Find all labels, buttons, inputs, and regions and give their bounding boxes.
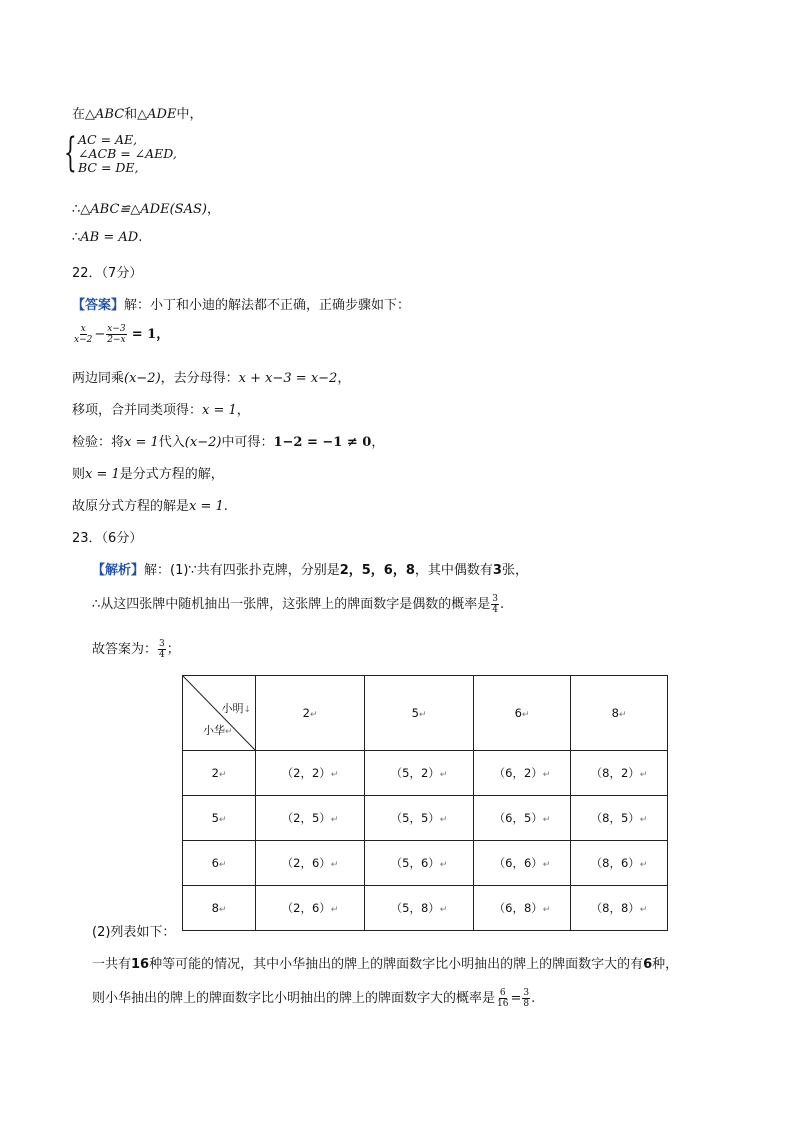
intro-line [72, 103, 203, 122]
cell-text: （5，5） [390, 811, 440, 825]
table-row [183, 796, 668, 841]
congruent-end: ， [206, 202, 220, 217]
c2-fraction-1 [496, 988, 509, 1009]
fraction-1 [73, 324, 93, 345]
table-cell [474, 841, 571, 886]
c1-b: 种等可能的情况，其中小华抽出的牌上的牌面数字比小明抽出的牌上的牌面数字大的有 [149, 957, 644, 972]
return-mark: ↵ [542, 905, 551, 915]
system-brace: { [64, 130, 77, 176]
return-mark: ↵ [439, 770, 448, 780]
column-header-text: 5 [411, 706, 419, 720]
p3-fraction [158, 639, 166, 660]
q23-p2 [92, 593, 504, 615]
q23-conclusion-1 [92, 953, 678, 972]
ab-ad-end: . [138, 230, 143, 245]
return-mark: ↵ [330, 770, 339, 780]
q22-answer-line [72, 294, 410, 313]
p2-end: . [500, 597, 505, 612]
column-header-text: 2 [302, 706, 310, 720]
c2-end: . [531, 991, 536, 1006]
column-header-text: 8 [611, 706, 619, 720]
table-cell [365, 796, 474, 841]
outcome-table [182, 675, 668, 931]
return-mark: ↵ [639, 905, 648, 915]
q22-step2 [72, 399, 250, 418]
answer-tag: 【答案】 [72, 298, 125, 313]
cell-text: （2，2） [281, 766, 331, 780]
table-row [183, 886, 668, 931]
intro-prefix: 在 [72, 107, 86, 122]
return-mark: ↵ [639, 770, 648, 780]
return-mark: ↵ [639, 860, 648, 870]
therefore-symbol: ∴ [72, 230, 81, 245]
frac2-num: x−3 [107, 324, 126, 334]
step3-x: x = 1 [124, 435, 159, 450]
row-header [183, 751, 256, 796]
cell-text: （8，6） [590, 856, 640, 870]
row-header-text: 8 [211, 901, 219, 915]
row-header [183, 841, 256, 886]
c1-count: 6 [643, 957, 653, 972]
c1-total: 16 [131, 957, 150, 972]
table-cell [571, 796, 668, 841]
p3-den: 4 [159, 650, 165, 660]
p1-nums: 2，5，6，8 [339, 563, 415, 578]
part2-label: (2)列表如下： [92, 925, 176, 940]
q22-heading: 22．（7分） [72, 266, 143, 281]
column-header-text: 6 [514, 706, 522, 720]
down-mark: ↓ [243, 705, 251, 715]
p1-b: ，其中偶数有 [414, 563, 493, 578]
return-mark: ↵ [542, 815, 551, 825]
step3-mid2: 中可得： [221, 435, 274, 450]
step3-text: 检验：将 [72, 435, 125, 450]
ab-ad-statement: AB = AD [80, 230, 139, 245]
cell-text: （8，5） [590, 811, 640, 825]
frac1-num: x [80, 324, 86, 334]
system-line-3: BC = DE, [78, 160, 139, 175]
return-mark: ↵ [330, 860, 339, 870]
row-header-text: 5 [211, 811, 219, 825]
p2-num: 3 [492, 594, 499, 604]
step2-text: 移项，合并同类项得： [72, 403, 203, 418]
table-cell [571, 841, 668, 886]
step5-text: 故原分式方程的解是 [72, 499, 190, 514]
return-mark: ↵ [439, 815, 448, 825]
step1-factor: (x−2) [124, 371, 161, 386]
step4-text: 是分式方程的解， [119, 467, 224, 482]
system-line-2: ∠ACB = ∠AED, [78, 146, 177, 161]
p2-a: ∴从这四张牌中随机抽出一张牌，这张牌上的牌面数字是偶数的概率是 [92, 597, 491, 612]
return-mark: ↵ [542, 860, 551, 870]
c2-equals: = [510, 991, 522, 1006]
return-mark: ↵ [618, 710, 627, 720]
ab-ad-line [72, 230, 142, 245]
step5-x: x = 1 [189, 499, 224, 514]
step5-end: . [223, 499, 228, 514]
intro-conj: 和 [124, 107, 138, 122]
equation-rhs: = 1， [131, 327, 170, 342]
p1-count: 3 [492, 563, 502, 578]
table-cell [365, 886, 474, 931]
step3-eq: 1−2 = −1 ≠ 0 [273, 435, 372, 450]
table-cell [365, 841, 474, 886]
c2-den2: 8 [523, 999, 530, 1009]
equation-system [78, 133, 177, 175]
q22-step5 [72, 495, 228, 514]
cell-text: （5，8） [390, 901, 440, 915]
q22-equation [72, 323, 169, 345]
column-header [365, 676, 474, 751]
q23-p3 [92, 638, 180, 660]
fraction-2 [106, 324, 126, 345]
return-mark: ↵ [218, 860, 227, 870]
p2-den: 4 [492, 605, 499, 615]
table-cell [571, 886, 668, 931]
column-header [474, 676, 571, 751]
cell-text: （6，8） [493, 901, 543, 915]
therefore-symbol: ∴ [72, 202, 81, 217]
cell-text: （6，6） [493, 856, 543, 870]
p3-end: ； [166, 642, 180, 657]
p1-a: 解：(1)∵共有四张扑克牌，分别是 [144, 563, 340, 578]
header-top-text: 小明 [221, 702, 244, 715]
row-header-text: 2 [211, 766, 219, 780]
cell-text: （6，5） [493, 811, 543, 825]
congruent-statement: △ABC≌△ADE(SAS) [80, 202, 207, 217]
return-mark: ↵ [330, 905, 339, 915]
cell-text: （5，6） [390, 856, 440, 870]
return-mark: ↵ [521, 710, 530, 720]
step1-mid: ，去分母得： [160, 371, 239, 386]
cell-text: （6，2） [493, 766, 543, 780]
c2-fraction-2 [522, 988, 530, 1009]
step3-end: ， [371, 435, 385, 450]
step4-pre: 则 [72, 467, 86, 482]
return-mark: ↵ [309, 710, 318, 720]
c2-num1: 6 [499, 988, 506, 998]
step2-eq: x = 1 [202, 403, 237, 418]
table-header-row [183, 676, 668, 751]
system-line-1: AC = AE, [78, 132, 138, 147]
answer-text: 解：小丁和小迪的解法都不正确，正确步骤如下： [124, 298, 411, 313]
frac1-den: x−2 [74, 335, 93, 345]
return-mark: ↵ [639, 815, 648, 825]
q23-conclusion-2 [92, 987, 535, 1009]
cell-text: （8，2） [590, 766, 640, 780]
p2-fraction [491, 594, 499, 615]
return-mark: ↵ [418, 710, 427, 720]
triangle-abc: △ABC [85, 107, 125, 122]
return-mark: ↵ [330, 815, 339, 825]
table-cell [474, 796, 571, 841]
q22-step4 [72, 463, 224, 482]
return-mark: ↵ [218, 770, 227, 780]
table-corner-cell [183, 676, 256, 751]
minus-sign: − [94, 327, 106, 342]
intro-suffix: 中， [176, 107, 203, 122]
frac2-den: 2−x [107, 335, 126, 345]
return-mark: ↵ [439, 860, 448, 870]
table-row [183, 751, 668, 796]
step3-factor: (x−2) [184, 435, 222, 450]
step3-mid: 代入 [158, 435, 185, 450]
c2-a: 则小华抽出的牌上的牌面数字比小明抽出的牌上的牌面数字大的概率是 [92, 991, 496, 1006]
p3-num: 3 [159, 639, 165, 649]
step4-x: x = 1 [85, 467, 120, 482]
c2-num2: 3 [523, 988, 530, 998]
table-cell [256, 796, 365, 841]
header-bottom-text: 小华 [203, 724, 225, 737]
return-mark: ↵ [218, 905, 227, 915]
column-header [571, 676, 668, 751]
c1-a: 一共有 [92, 957, 132, 972]
table-row [183, 841, 668, 886]
corner-top-label [221, 700, 251, 716]
row-header-text: 6 [211, 856, 219, 870]
cell-text: （5，2） [390, 766, 440, 780]
table-cell [571, 751, 668, 796]
analysis-tag: 【解析】 [92, 563, 145, 578]
q23-heading: 23．（6分） [72, 531, 143, 546]
cell-text: （2，5） [281, 811, 331, 825]
cell-text: （2，6） [281, 856, 331, 870]
c2-den1: 16 [497, 999, 509, 1009]
cell-text: （2，6） [281, 901, 331, 915]
table-cell [256, 841, 365, 886]
step1-end: ， [337, 371, 351, 386]
q22-step1 [72, 367, 350, 386]
congruent-line [72, 198, 220, 217]
triangle-ade: △ADE [137, 107, 177, 122]
corner-bottom-label [203, 722, 233, 738]
table-cell [256, 886, 365, 931]
row-header [183, 796, 256, 841]
column-header [256, 676, 365, 751]
table-cell [474, 886, 571, 931]
q22-step3 [72, 431, 384, 450]
q23-p1 [92, 559, 528, 578]
p1-c: 张， [501, 563, 528, 578]
step2-end: ， [236, 403, 250, 418]
table-cell [256, 751, 365, 796]
step1-text: 两边同乘 [72, 371, 125, 386]
table-cell [474, 751, 571, 796]
row-header [183, 886, 256, 931]
table-cell [365, 751, 474, 796]
return-mark: ↵ [542, 770, 551, 780]
return-mark: ↵ [225, 727, 233, 737]
p3-a: 故答案为： [92, 642, 158, 657]
return-mark: ↵ [439, 905, 448, 915]
cell-text: （8，8） [590, 901, 640, 915]
c1-c: 种， [652, 957, 679, 972]
return-mark: ↵ [218, 815, 227, 825]
step1-eq: x + x−3 = x−2 [238, 371, 338, 386]
